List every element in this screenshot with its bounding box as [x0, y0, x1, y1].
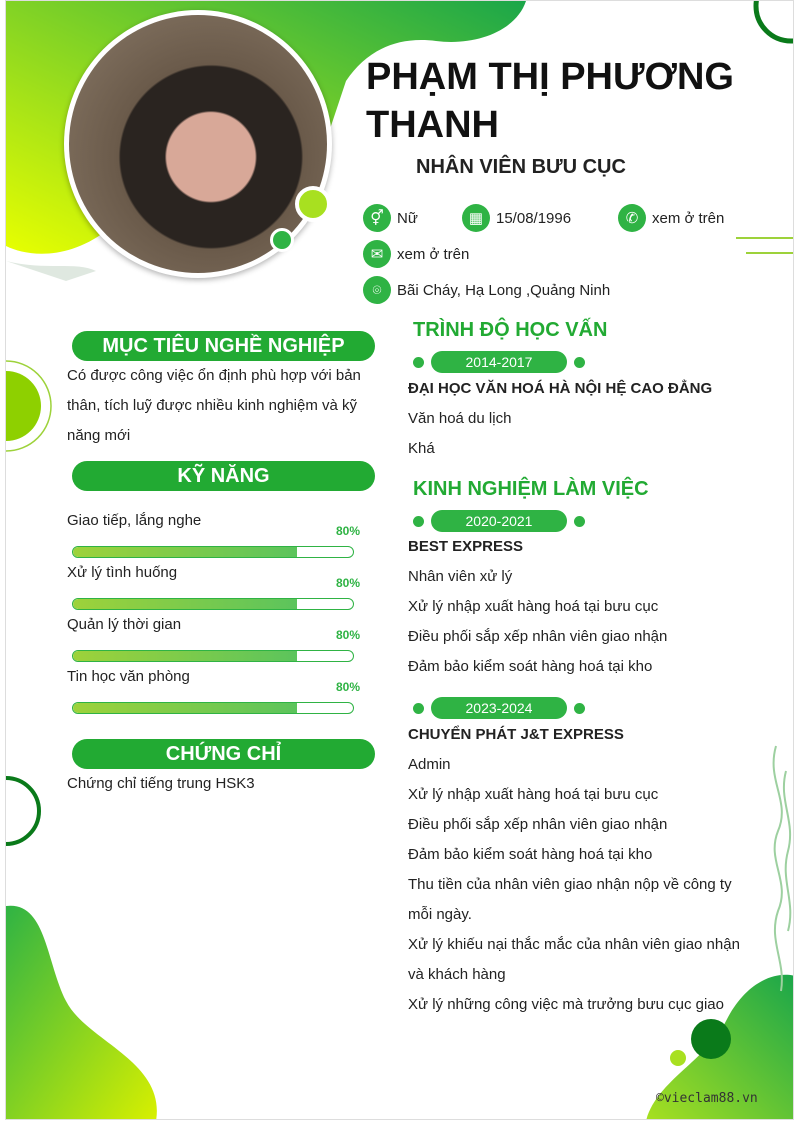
experience-line: Nhân viên xử lý — [408, 568, 513, 585]
skill-bar-fill — [73, 703, 297, 713]
education-org: ĐẠI HỌC VĂN HOÁ HÀ NỘI HỆ CAO ĐẲNG — [408, 380, 713, 397]
decor-dot — [270, 228, 294, 252]
skill-bar-fill — [73, 547, 297, 557]
experience-line: Đảm bảo kiểm soát hàng hoá tại kho — [408, 658, 653, 675]
skill-label: Quản lý thời gian — [67, 616, 182, 633]
skill-bar — [72, 702, 354, 714]
education-line: Khá — [408, 440, 435, 457]
email-text: xem ở trên — [397, 245, 470, 263]
experience-line: Thu tiền của nhân viên giao nhận nộp về công ty mỗi ngày. — [408, 876, 732, 923]
skill-bar — [72, 650, 354, 662]
education-years — [413, 351, 585, 373]
experience-heading: KINH NGHIỆM LÀM VIỆC — [413, 478, 649, 500]
education-line: Văn hoá du lịch — [408, 410, 512, 427]
experience-line: Admin — [408, 756, 451, 773]
experience-entry — [408, 720, 748, 1020]
experience-entry — [408, 532, 748, 682]
experience-org: BEST EXPRESS — [408, 538, 524, 555]
info-phone — [618, 204, 724, 232]
experience-line: Xử lý nhập xuất hàng hoá tại bưu cục — [408, 598, 659, 615]
skill-label: Tin học văn phòng — [67, 668, 190, 685]
cv-page — [5, 0, 794, 1120]
skill-label: Xử lý tình huống — [67, 564, 178, 581]
info-birthday — [462, 204, 571, 232]
email-icon: ✉ — [363, 240, 391, 268]
phone-text: xem ở trên — [652, 209, 725, 227]
candidate-name: PHẠM THỊ PHƯƠNG THANH — [366, 56, 734, 146]
objective-text: Có được công việc ổn định phù hợp với bản thân, tích luỹ được nhiều kinh nghiệm và kỹ năng mới — [67, 367, 361, 444]
info-email — [363, 240, 469, 268]
decor-dot — [295, 186, 331, 222]
experience-line: Xử lý khiếu nại thắc mắc của nhân viên giao nhận và khách hàng — [408, 936, 740, 983]
info-gender — [363, 204, 418, 232]
skill-bar — [72, 546, 354, 558]
birthday-text: 15/08/1996 — [496, 209, 572, 227]
calendar-icon: ▦ — [462, 204, 490, 232]
gender-text: Nữ — [397, 209, 418, 227]
experience-line: Điều phối sắp xếp nhân viên giao nhận — [408, 816, 668, 833]
skills-heading: KỸ NĂNG — [72, 461, 375, 491]
experience-line: Xử lý nhập xuất hàng hoá tại bưu cục — [408, 786, 659, 803]
skill-percent: 80% — [336, 576, 361, 590]
skill-bar-fill — [73, 651, 297, 661]
years-pill: 2014-2017 — [431, 351, 567, 373]
experience-line: Đảm bảo kiểm soát hàng hoá tại kho — [408, 846, 653, 863]
skill-bar — [72, 598, 354, 610]
address-text: Bãi Cháy, Hạ Long ,Quảng Ninh — [397, 281, 611, 299]
experience-line: Điều phối sắp xếp nhân viên giao nhận — [408, 628, 668, 645]
skill-percent: 80% — [336, 628, 361, 642]
certificates-heading: CHỨNG CHỈ — [72, 739, 375, 769]
experience-years — [413, 510, 585, 532]
location-icon: ⌾ — [363, 276, 391, 304]
skill-percent: 80% — [336, 680, 361, 694]
objective-heading: MỤC TIÊU NGHỀ NGHIỆP — [72, 331, 375, 361]
gender-icon: ⚥ — [363, 204, 391, 232]
certificate-item: Chứng chỉ tiếng trung HSK3 — [67, 775, 255, 792]
education-heading: TRÌNH ĐỘ HỌC VẤN — [413, 319, 608, 341]
years-pill: 2023-2024 — [431, 697, 567, 719]
experience-years — [413, 697, 585, 719]
experience-org: CHUYỂN PHÁT J&T EXPRESS — [408, 726, 624, 743]
skill-bar-fill — [73, 599, 297, 609]
years-pill: 2020-2021 — [431, 510, 567, 532]
experience-line: Xử lý những công việc mà trưởng bưu cục giao — [408, 996, 724, 1013]
info-address — [363, 276, 610, 304]
skill-percent: 80% — [336, 524, 361, 538]
skill-label: Giao tiếp, lắng nghe — [67, 512, 202, 529]
phone-icon: ✆ — [618, 204, 646, 232]
job-title: NHÂN VIÊN BƯU CỤC — [416, 156, 626, 178]
watermark: ©vieclam88.vn — [656, 1091, 758, 1106]
